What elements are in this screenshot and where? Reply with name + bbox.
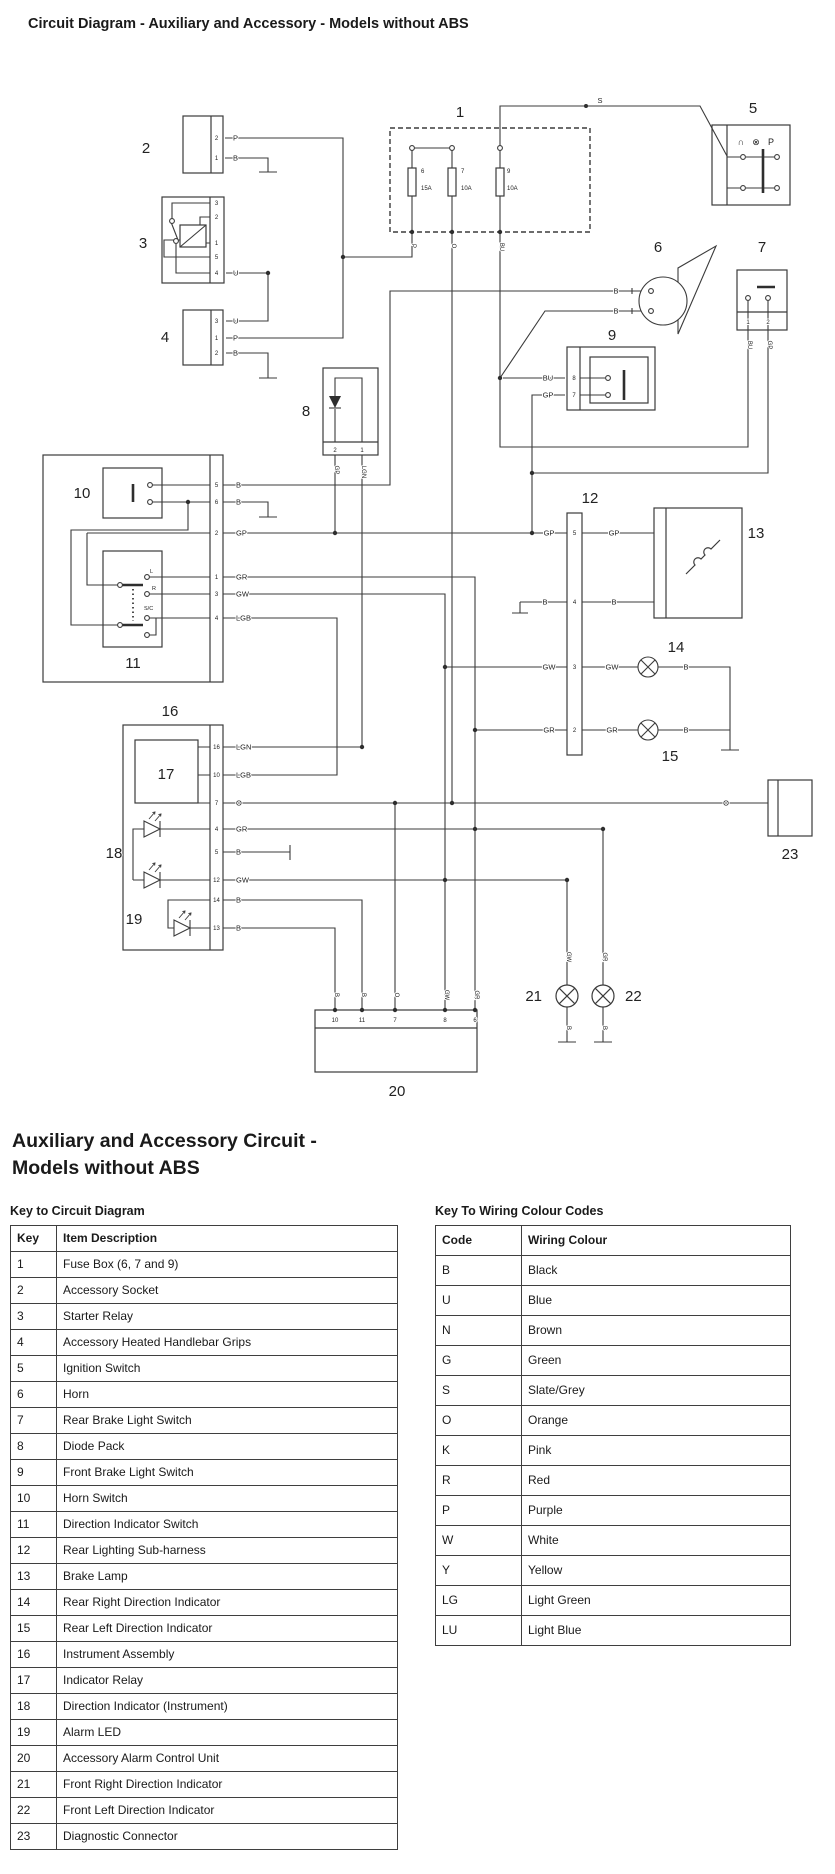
diagram-label: P xyxy=(767,137,775,147)
table-cell: LG xyxy=(436,1586,522,1616)
component-23-diagnostic-connector xyxy=(768,780,812,836)
table-cell: 13 xyxy=(11,1564,57,1590)
diagram-label: 19 xyxy=(125,911,143,928)
table-cell: G xyxy=(436,1346,522,1376)
diagram-label: 6 xyxy=(421,169,425,175)
diagram-label: GR xyxy=(543,725,555,735)
table-row xyxy=(436,1466,791,1496)
table-cell: Light Blue xyxy=(522,1616,791,1646)
diagram-label: O xyxy=(393,992,399,998)
diagram-label: LGB xyxy=(236,770,252,780)
diagram-label: ⊗ xyxy=(752,137,760,147)
table-cell: Indicator Relay xyxy=(57,1668,398,1694)
component-6-horn xyxy=(639,246,716,334)
fuse-7 xyxy=(448,168,456,196)
table-cell: Accessory Alarm Control Unit xyxy=(57,1746,398,1772)
diagram-label: B xyxy=(333,992,339,998)
table-cell: 6 xyxy=(11,1382,57,1408)
junction-dots xyxy=(186,104,605,882)
table-cell: Instrument Assembly xyxy=(57,1642,398,1668)
table-cell: Front Left Direction Indicator xyxy=(57,1798,398,1824)
diagram-label: 5 xyxy=(214,255,219,261)
diagram-label: 3 xyxy=(214,319,219,325)
component-7-rear-brake-switch xyxy=(737,270,787,330)
table-cell: 16 xyxy=(11,1642,57,1668)
column-header: Key xyxy=(11,1226,57,1252)
colour-table-heading: Key To Wiring Colour Codes xyxy=(435,1204,604,1218)
diagram-label: 2 xyxy=(333,448,337,454)
diagram-label: 4 xyxy=(214,827,219,833)
table-cell: Green xyxy=(522,1346,791,1376)
table-cell: Blue xyxy=(522,1286,791,1316)
diagram-label: GR xyxy=(473,990,479,1000)
table-row xyxy=(11,1460,398,1486)
table-row xyxy=(436,1256,791,1286)
diagram-label: BU xyxy=(746,340,752,350)
diagram-label: GW xyxy=(443,989,449,1001)
table-cell: Rear Left Direction Indicator xyxy=(57,1616,398,1642)
diagram-label: 2 xyxy=(214,351,219,357)
diagram-label: U xyxy=(233,316,239,326)
diagram-label: 7 xyxy=(572,393,576,399)
table-cell: Accessory Socket xyxy=(57,1278,398,1304)
filament-icon xyxy=(686,540,720,574)
diagram-label: 5 xyxy=(748,100,758,117)
diagram-label: B xyxy=(613,286,619,296)
diagram-label: B xyxy=(236,497,242,507)
table-cell: U xyxy=(436,1286,522,1316)
diagram-label: 2 xyxy=(572,728,577,734)
table-cell: 2 xyxy=(11,1278,57,1304)
key-table-container xyxy=(10,1225,398,1850)
diagram-label: 5 xyxy=(214,850,219,856)
diagram-label: BU xyxy=(542,373,554,383)
table-cell: Diagnostic Connector xyxy=(57,1824,398,1850)
diagram-label: 1 xyxy=(214,156,219,162)
diagram-label: 2 xyxy=(214,136,219,142)
table-row xyxy=(11,1746,398,1772)
table-cell: 20 xyxy=(11,1746,57,1772)
colour-table-container xyxy=(435,1225,791,1646)
table-cell: Rear Brake Light Switch xyxy=(57,1408,398,1434)
diagram-label: 14 xyxy=(667,639,685,656)
diagram-label: ∩ xyxy=(737,137,745,147)
table-row xyxy=(436,1526,791,1556)
diagram-label: 21 xyxy=(525,988,542,1005)
diagram-label: B xyxy=(683,662,689,672)
table-cell: 23 xyxy=(11,1824,57,1850)
diagram-label: GW xyxy=(605,662,619,672)
table-row xyxy=(11,1304,398,1330)
table-header-row xyxy=(11,1226,398,1252)
component-8-diode-pack xyxy=(323,368,378,455)
diagram-label: 3 xyxy=(138,235,148,252)
table-cell: B xyxy=(436,1256,522,1286)
table-cell: Fuse Box (6, 7 and 9) xyxy=(57,1252,398,1278)
diagram-label: 1 xyxy=(746,320,750,326)
diagram-label: 10 xyxy=(331,1018,339,1024)
component-13-brake-lamp xyxy=(654,508,742,618)
table-cell: Black xyxy=(522,1256,791,1286)
page-title: Circuit Diagram - Auxiliary and Accessory - Models without ABS xyxy=(28,16,469,32)
table-cell: W xyxy=(436,1526,522,1556)
table-row xyxy=(11,1694,398,1720)
table-cell: K xyxy=(436,1436,522,1466)
diagram-label: 22 xyxy=(625,988,642,1005)
table-cell: 5 xyxy=(11,1356,57,1382)
table-cell: 19 xyxy=(11,1720,57,1746)
table-cell: Direction Indicator Switch xyxy=(57,1512,398,1538)
diagram-label: 5 xyxy=(572,531,577,537)
table-cell: N xyxy=(436,1316,522,1346)
table-cell: 10 xyxy=(11,1486,57,1512)
diagram-label: 3 xyxy=(214,592,219,598)
table-row xyxy=(436,1586,791,1616)
table-row xyxy=(436,1496,791,1526)
fuse-9 xyxy=(496,168,504,196)
diagram-label: 11 xyxy=(125,655,141,672)
table-cell: 1 xyxy=(11,1252,57,1278)
wiring-colour-codes-block xyxy=(435,1204,791,1646)
table-row xyxy=(436,1616,791,1646)
diagram-label: 1 xyxy=(214,336,219,342)
diagram-label: B xyxy=(233,348,239,358)
lamp-14 xyxy=(638,657,658,677)
lamp-15 xyxy=(638,720,658,740)
table-cell: Front Brake Light Switch xyxy=(57,1460,398,1486)
diagram-label: GP xyxy=(542,390,554,400)
diagram-label: GP xyxy=(608,528,620,538)
table-row xyxy=(11,1278,398,1304)
diagram-label: O xyxy=(450,243,456,249)
diagram-label: 20 xyxy=(388,1083,406,1100)
table-row xyxy=(436,1286,791,1316)
table-cell: Orange xyxy=(522,1406,791,1436)
diagram-label: 10 xyxy=(73,485,91,502)
diagram-label: 4 xyxy=(214,616,219,622)
section-heading xyxy=(12,1128,317,1182)
table-cell: 3 xyxy=(11,1304,57,1330)
table-row xyxy=(11,1564,398,1590)
diagram-label: LGN xyxy=(236,742,252,752)
diagram-label: GP xyxy=(543,528,555,538)
diagram-label: GW xyxy=(236,589,249,599)
diagram-label: 7 xyxy=(461,169,465,175)
diagram-label: 6 xyxy=(473,1018,477,1024)
table-row xyxy=(11,1772,398,1798)
diagram-label: GW xyxy=(542,662,556,672)
diagram-label: B xyxy=(233,153,239,163)
key-table xyxy=(10,1225,398,1850)
table-cell: Light Green xyxy=(522,1586,791,1616)
table-row xyxy=(11,1434,398,1460)
diagram-label: GP xyxy=(766,340,772,350)
diagram-label: B xyxy=(236,923,242,933)
table-cell: Slate/Grey xyxy=(522,1376,791,1406)
table-cell: 17 xyxy=(11,1668,57,1694)
diagram-label: B xyxy=(683,725,689,735)
diagram-label: 23 xyxy=(781,846,799,863)
table-cell: 8 xyxy=(11,1434,57,1460)
table-row xyxy=(11,1616,398,1642)
diagram-label: P xyxy=(410,243,416,249)
diagram-label: 8 xyxy=(301,403,311,420)
diagram-label: 8 xyxy=(443,1018,447,1024)
diagram-label: R xyxy=(152,586,156,592)
diagram-label: 15A xyxy=(421,186,432,192)
diagram-label: 3 xyxy=(214,201,219,207)
table-cell: Rear Right Direction Indicator xyxy=(57,1590,398,1616)
diagram-label: 7 xyxy=(393,1018,397,1024)
diagram-label: 4 xyxy=(160,329,170,346)
diagram-label: S xyxy=(597,96,603,105)
component-2-accessory-socket xyxy=(183,116,223,173)
diagram-label: GP xyxy=(333,465,339,475)
table-cell: White xyxy=(522,1526,791,1556)
diagram-label: 12 xyxy=(581,490,599,507)
table-row xyxy=(11,1538,398,1564)
diagram-label: 8 xyxy=(572,376,576,382)
table-row xyxy=(11,1356,398,1382)
diagram-label: 13 xyxy=(747,525,765,542)
led-18b xyxy=(144,863,161,888)
diagram-label: 16 xyxy=(213,745,220,751)
diagram-label: 7 xyxy=(214,801,219,807)
diagram-label: B xyxy=(565,1025,571,1031)
diagram-label: 1 xyxy=(214,575,219,581)
diagram-label: P xyxy=(233,333,239,343)
table-row xyxy=(436,1316,791,1346)
table-cell: 22 xyxy=(11,1798,57,1824)
table-cell: 4 xyxy=(11,1330,57,1356)
lamp-21 xyxy=(556,985,578,1007)
table-row xyxy=(436,1406,791,1436)
diagram-label: B xyxy=(601,1025,607,1031)
column-header: Code xyxy=(436,1226,522,1256)
diagram-label: 15 xyxy=(661,748,679,765)
key-table-heading: Key to Circuit Diagram xyxy=(10,1204,145,1218)
table-cell: Rear Lighting Sub-harness xyxy=(57,1538,398,1564)
diagram-label: 11 xyxy=(358,1018,366,1024)
diagram-label: 2 xyxy=(141,140,151,157)
table-cell: Accessory Heated Handlebar Grips xyxy=(57,1330,398,1356)
table-row xyxy=(11,1512,398,1538)
diagram-label: B xyxy=(360,992,366,998)
table-row xyxy=(11,1486,398,1512)
table-row xyxy=(11,1642,398,1668)
table-cell: 18 xyxy=(11,1694,57,1720)
table-cell: Starter Relay xyxy=(57,1304,398,1330)
section-heading-line1: Auxiliary and Accessory Circuit - xyxy=(12,1130,317,1152)
table-cell: S xyxy=(436,1376,522,1406)
diagram-label: 10 xyxy=(213,773,220,779)
diode-icon xyxy=(329,396,341,408)
colour-table xyxy=(435,1225,791,1646)
diagram-label: GR xyxy=(236,572,248,582)
diagram-label: 14 xyxy=(213,898,220,904)
diagram-label: 17 xyxy=(157,766,175,783)
table-cell: Front Right Direction Indicator xyxy=(57,1772,398,1798)
diagram-label: 4 xyxy=(572,600,577,606)
table-cell: Alarm LED xyxy=(57,1720,398,1746)
diagram-label: O xyxy=(236,798,242,808)
table-cell: 15 xyxy=(11,1616,57,1642)
diagram-label: 4 xyxy=(214,271,219,277)
table-row xyxy=(436,1376,791,1406)
lamp-22 xyxy=(592,985,614,1007)
component-1-fuse-box xyxy=(390,128,590,232)
fuse-6 xyxy=(408,168,416,196)
diagram-label: 5 xyxy=(214,483,219,489)
diagram-label: O xyxy=(723,798,729,808)
table-row xyxy=(11,1330,398,1356)
key-to-circuit-diagram-block xyxy=(10,1204,398,1850)
led-18a xyxy=(144,812,161,837)
led-19 xyxy=(174,911,191,936)
table-row xyxy=(11,1798,398,1824)
table-row xyxy=(436,1436,791,1466)
diagram-label: GR xyxy=(601,952,607,962)
diagram-label: B xyxy=(236,895,242,905)
table-cell: Y xyxy=(436,1556,522,1586)
table-cell: Brake Lamp xyxy=(57,1564,398,1590)
table-cell: Pink xyxy=(522,1436,791,1466)
diagram-label: GP xyxy=(236,528,247,538)
diagram-label: 10A xyxy=(461,186,472,192)
diagram-label: 1 xyxy=(360,448,364,454)
table-cell: LU xyxy=(436,1616,522,1646)
diagram-label: 16 xyxy=(161,703,179,720)
table-cell: 7 xyxy=(11,1408,57,1434)
diagram-label: U xyxy=(233,268,239,278)
table-cell: Horn xyxy=(57,1382,398,1408)
table-cell: 11 xyxy=(11,1512,57,1538)
diagram-label: B xyxy=(236,480,242,490)
diagram-label: 9 xyxy=(507,169,511,175)
diagram-label: GW xyxy=(565,951,571,963)
table-cell: Horn Switch xyxy=(57,1486,398,1512)
table-row xyxy=(436,1556,791,1586)
diagram-label: 2 xyxy=(766,320,770,326)
table-cell: Yellow xyxy=(522,1556,791,1586)
diagram-label: GW xyxy=(236,875,249,885)
diagram-label: LGN xyxy=(360,465,366,479)
column-header: Item Description xyxy=(57,1226,398,1252)
diagram-label: LGB xyxy=(236,613,252,623)
table-row xyxy=(11,1720,398,1746)
column-header: Wiring Colour xyxy=(522,1226,791,1256)
diagram-label: 2 xyxy=(214,215,219,221)
diagram-label: P xyxy=(233,133,239,143)
table-row xyxy=(11,1824,398,1850)
table-cell: Purple xyxy=(522,1496,791,1526)
diagram-label: GR xyxy=(236,824,248,834)
diagram-label: 2 xyxy=(214,531,219,537)
table-row xyxy=(11,1668,398,1694)
table-cell: 12 xyxy=(11,1538,57,1564)
table-row xyxy=(11,1382,398,1408)
diagram-label: 13 xyxy=(213,926,220,932)
table-cell: Ignition Switch xyxy=(57,1356,398,1382)
component-12-sub-harness xyxy=(567,513,582,755)
section-heading-line2: Models without ABS xyxy=(12,1157,200,1179)
diagram-label: 6 xyxy=(653,239,663,256)
table-cell: Direction Indicator (Instrument) xyxy=(57,1694,398,1720)
table-cell: P xyxy=(436,1496,522,1526)
diagram-label: GR xyxy=(606,725,618,735)
diagram-label: 9 xyxy=(607,327,617,344)
table-cell: O xyxy=(436,1406,522,1436)
diagram-label: B xyxy=(613,306,619,316)
component-10-11-switch-housing xyxy=(43,455,223,682)
diagram-label: 6 xyxy=(214,500,219,506)
component-9-front-brake-switch xyxy=(567,347,655,410)
component-5-ignition-switch xyxy=(712,125,790,205)
diagram-label: L xyxy=(150,569,154,575)
diagram-label: B xyxy=(236,847,242,857)
table-cell: 14 xyxy=(11,1590,57,1616)
table-cell: 21 xyxy=(11,1772,57,1798)
diagram-label: 3 xyxy=(572,665,577,671)
diagram-label: 10A xyxy=(507,186,518,192)
table-row xyxy=(11,1590,398,1616)
table-cell: Diode Pack xyxy=(57,1434,398,1460)
table-cell: Brown xyxy=(522,1316,791,1346)
diagram-label: B xyxy=(611,597,617,607)
diagram-label: B xyxy=(542,597,548,607)
table-header-row xyxy=(436,1226,791,1256)
diagram-label: 7 xyxy=(757,239,767,256)
diagram-label: 1 xyxy=(455,104,465,121)
table-row xyxy=(436,1346,791,1376)
table-cell: R xyxy=(436,1466,522,1496)
diagram-label: 1 xyxy=(214,241,219,247)
diagram-label: S/C xyxy=(144,606,154,612)
diagram-label: 12 xyxy=(213,878,220,884)
diagram-label: 18 xyxy=(105,845,123,862)
table-row xyxy=(11,1252,398,1278)
diagram-label: BU xyxy=(498,242,504,252)
table-cell: Red xyxy=(522,1466,791,1496)
table-row xyxy=(11,1408,398,1434)
table-cell: 9 xyxy=(11,1460,57,1486)
